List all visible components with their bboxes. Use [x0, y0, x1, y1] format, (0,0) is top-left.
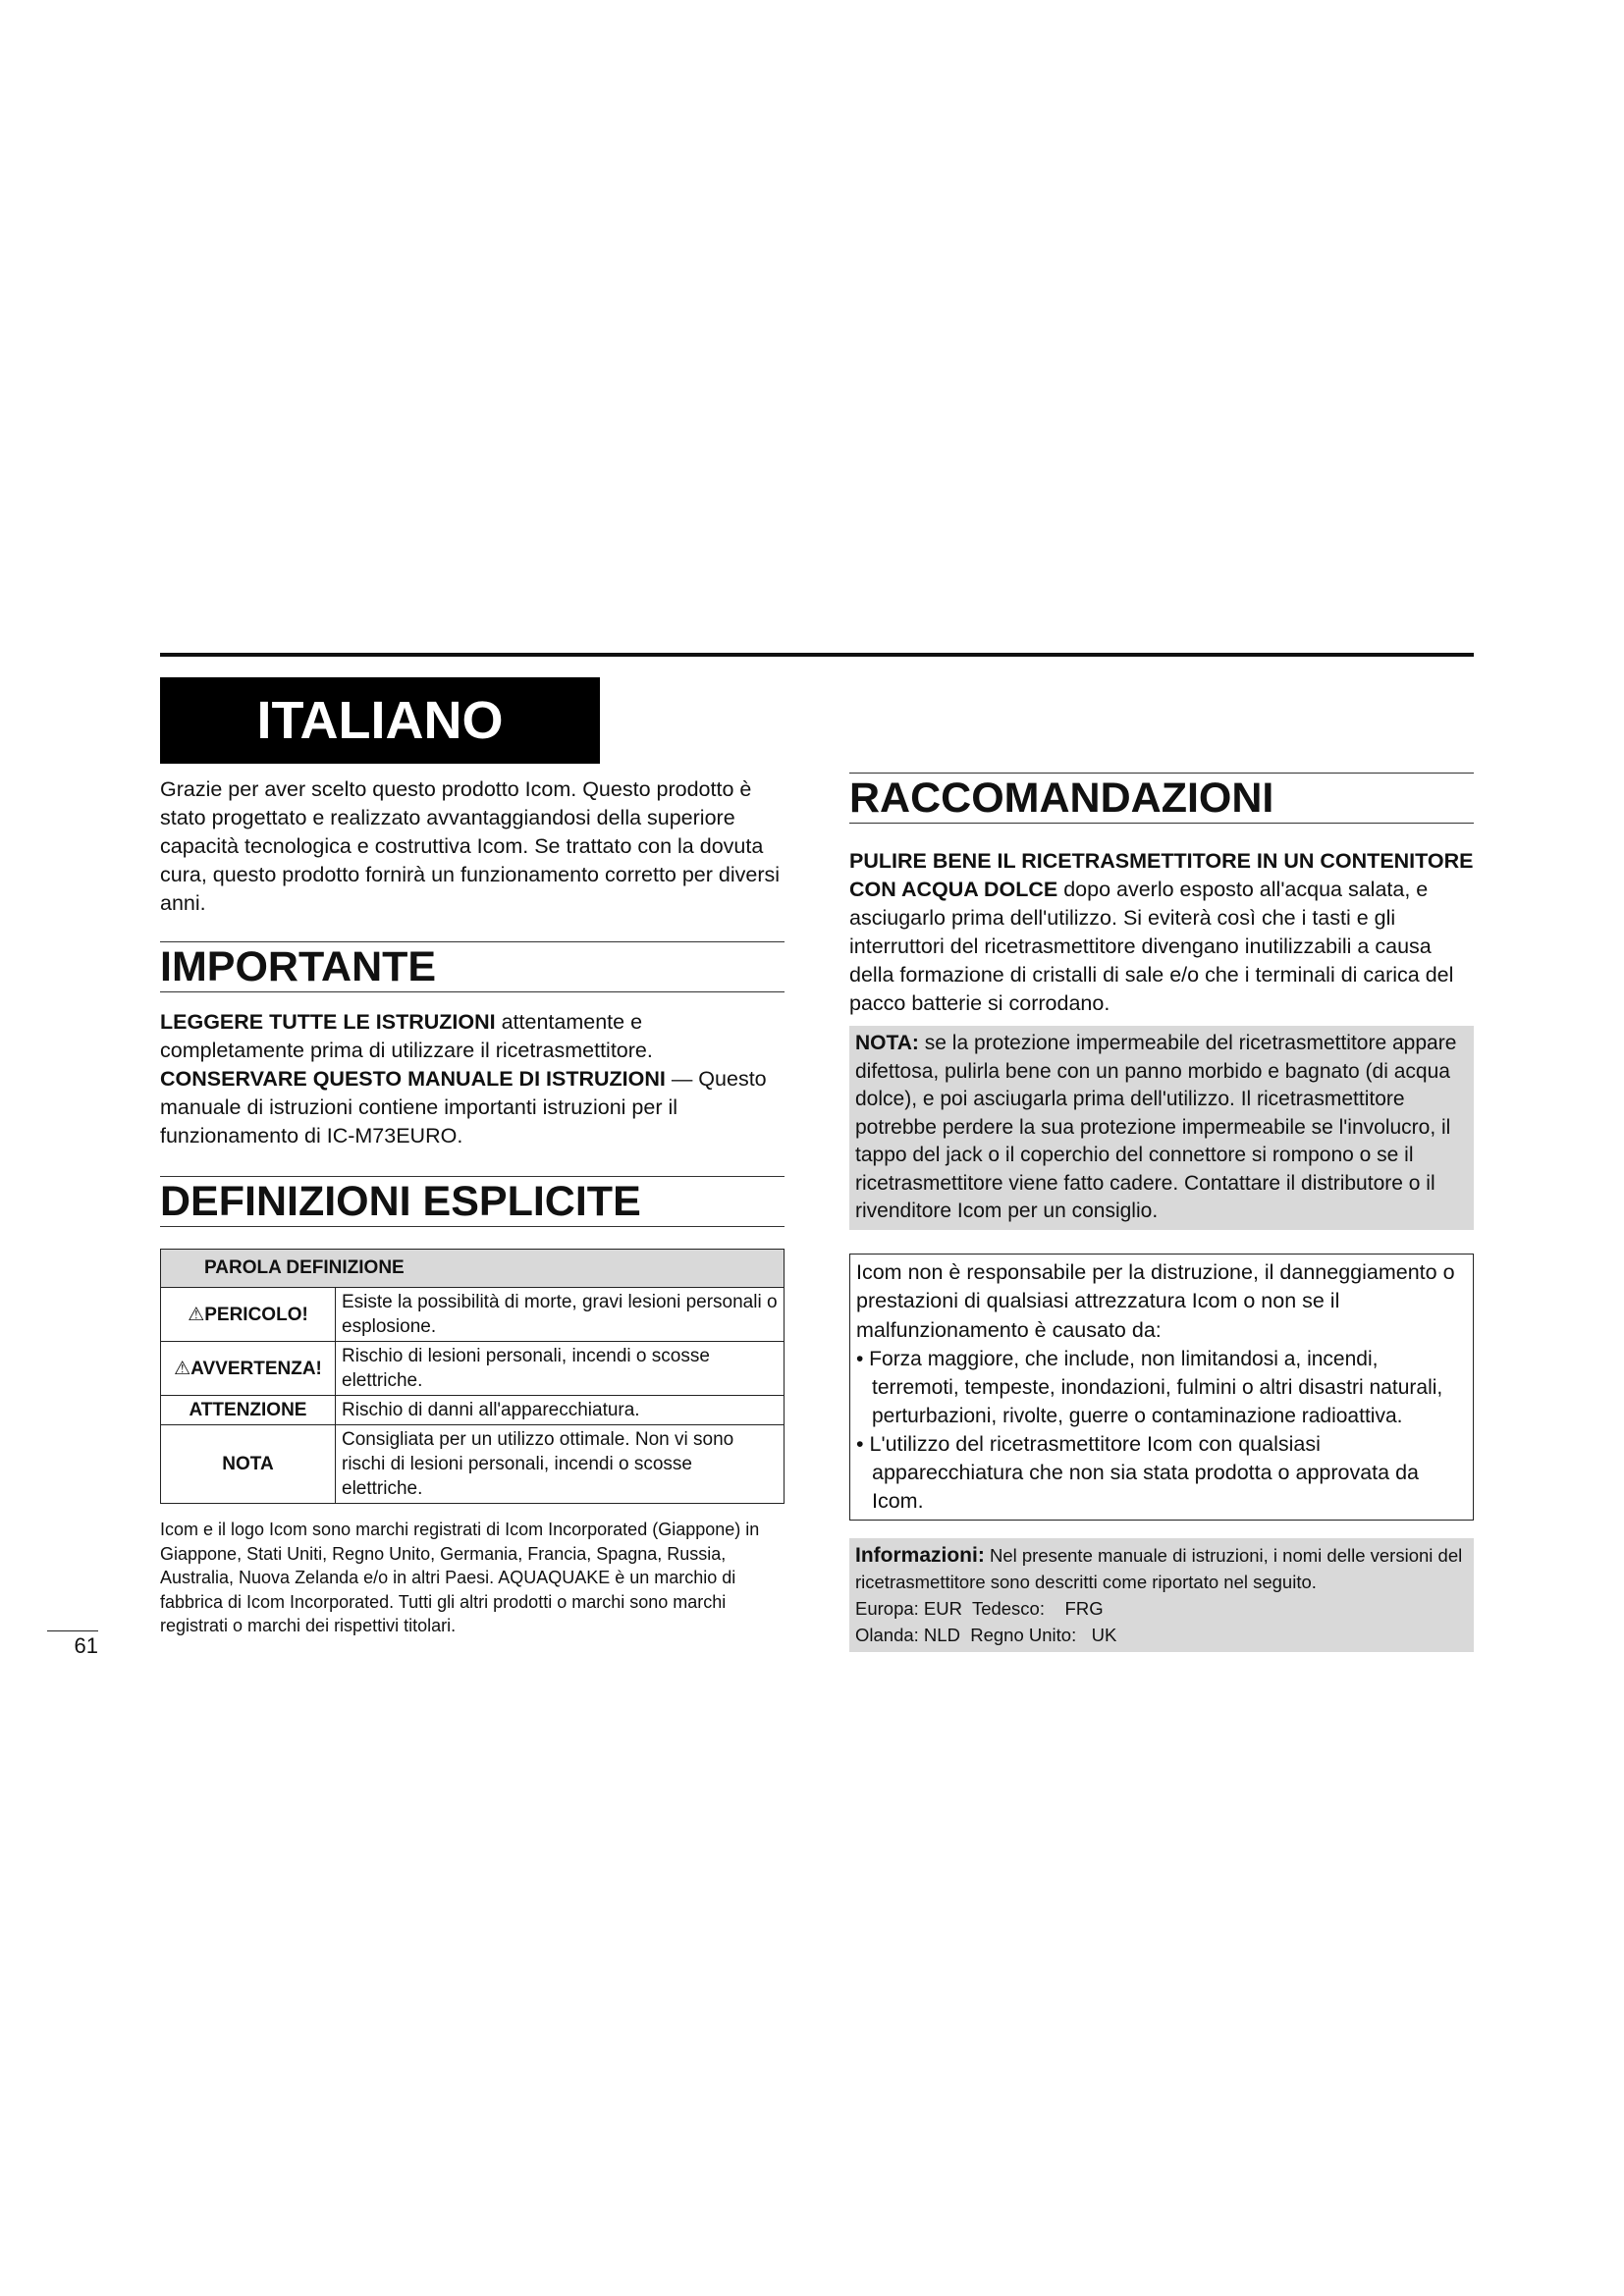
- importante-text-2: — Questo manuale di istruzioni contiene importanti istruzioni per il funzionamento di IC-M73EURO.: [160, 1067, 767, 1148]
- importante-paragraph-1: [160, 1008, 785, 1065]
- version-line-2: Olanda: NLD Regno Unito: UK: [855, 1625, 1117, 1645]
- word-cell: ⚠PERICOLO!: [161, 1288, 336, 1342]
- liability-bullet: • Forza maggiore, che include, non limitandosi a, incendi, terremoti, tempeste, inondazioni, fulmini o altri disastri naturali, perturbazioni, rivolte, guerre o contaminazione radioattiva.: [856, 1348, 1443, 1427]
- informazioni-box: [849, 1538, 1474, 1652]
- definition-cell: Esiste la possibilità di morte, gravi lesioni personali o esplosione.: [336, 1288, 785, 1342]
- left-column: [160, 775, 785, 1638]
- liability-bullet: • L'utilizzo del ricetrasmettitore Icom con qualsiasi apparecchiatura che non sia stata prodotta o approvata da Icom.: [856, 1432, 1419, 1513]
- version-line-1: Europa: EUR Tedesco: FRG: [855, 1598, 1104, 1619]
- definitions-table: [160, 1249, 785, 1504]
- importante-bold-1: LEGGERE TUTTE LE ISTRUZIONI: [160, 1010, 496, 1034]
- informazioni-label: Informazioni:: [855, 1544, 985, 1567]
- table-row: [161, 1288, 785, 1342]
- raccomandazioni-heading: RACCOMANDAZIONI: [849, 773, 1474, 824]
- definition-cell: Rischio di danni all'apparecchiatura.: [336, 1396, 785, 1425]
- nota-paragraph: [855, 1030, 1468, 1226]
- word-cell: ATTENZIONE: [161, 1396, 336, 1425]
- importante-heading: IMPORTANTE: [160, 941, 785, 992]
- raccomandazioni-paragraph: [849, 847, 1474, 1018]
- nota-label: NOTA:: [855, 1032, 919, 1054]
- table-row: [161, 1342, 785, 1396]
- trademark-footnote: Icom e il logo Icom sono marchi registrati di Icom Incorporated (Giappone) in Giappone, Stati Uniti, Regno Unito, Germania, Francia, Spagna, Russia, Australia, Nuova Zelanda e/o in altri Paesi. AQUAQUAKE è un marchio di fabbrica di Icom Incorporated. Tutti gli altri prodotti o marchi sono marchi registrati o marchi dei rispettivi titolari.: [160, 1520, 760, 1635]
- informazioni-paragraph: [855, 1542, 1468, 1595]
- nota-text: se la protezione impermeabile del ricetrasmettitore appare difettosa, pulirla bene con un panno morbido e bagnato (di acqua dolce), e poi asciugarla prima dell'utilizzo. Il ricetrasmettitore potrebbe perdere la sua protezione impermeabile se l'involucro, il tappo del jack o il coperchio del connettore si rompono o se il ricetrasmettitore viene fatto cadere. Contattare il distributore o il rivenditore Icom per un consiglio.: [855, 1032, 1457, 1222]
- page-number: 61: [47, 1630, 98, 1659]
- definizioni-section: [160, 1176, 785, 1504]
- right-column: [849, 773, 1474, 1652]
- liability-text: Icom non è responsabile per la distruzione, il danneggiamento o prestazioni di qualsiasi attrezzatura Icom o non se il malfunzionamento è causato da:: [856, 1259, 1455, 1342]
- importante-section: [160, 941, 785, 1150]
- top-rule: [160, 653, 1474, 657]
- definizioni-heading: DEFINIZIONI ESPLICITE: [160, 1176, 785, 1227]
- importante-bold-2: CONSERVARE QUESTO MANUALE DI ISTRUZIONI: [160, 1067, 666, 1091]
- raccomandazioni-text: dopo averlo esposto all'acqua salata, e asciugarlo prima dell'utilizzo. Si eviterà così che i tasti e gli interruttori del ricetrasmettitore divengano inutilizzabili a causa della formazione di cristalli di sale e/o che i terminali di carica del pacco batterie si corrodano.: [849, 878, 1454, 1015]
- raccomandazioni-bold: PULIRE BENE IL RICETRASMETTITORE IN UN CONTENITORE CON ACQUA DOLCE: [849, 849, 1474, 901]
- nota-box: [849, 1026, 1474, 1230]
- table-header: PAROLA DEFINIZIONE: [161, 1250, 785, 1288]
- definition-cell: Rischio di lesioni personali, incendi o scosse elettriche.: [336, 1342, 785, 1396]
- language-banner: ITALIANO: [160, 677, 600, 764]
- importante-paragraph-2: [160, 1065, 785, 1150]
- intro-paragraph: Grazie per aver scelto questo prodotto Icom. Questo prodotto è stato progettato e realizzato avvantaggiandosi della superiore capacità tecnologica e costruttiva Icom. Se trattato con la dovuta cura, questo prodotto fornirà un funzionamento corretto per diversi anni.: [160, 777, 781, 915]
- word-cell: ⚠AVVERTENZA!: [161, 1342, 336, 1396]
- importante-text-1: attentamente e completamente prima di utilizzare il ricetrasmettitore.: [160, 1010, 653, 1062]
- word-cell: NOTA: [161, 1425, 336, 1504]
- table-row: [161, 1425, 785, 1504]
- table-row: [161, 1396, 785, 1425]
- table-header-row: [161, 1250, 785, 1288]
- liability-box: [849, 1254, 1474, 1522]
- definition-cell: Consigliata per un utilizzo ottimale. Non vi sono rischi di lesioni personali, incendi o scosse elettriche.: [336, 1425, 785, 1504]
- informazioni-text: Nel presente manuale di istruzioni, i nomi delle versioni del ricetrasmettitore sono descritti come riportato nel seguito.: [855, 1545, 1463, 1592]
